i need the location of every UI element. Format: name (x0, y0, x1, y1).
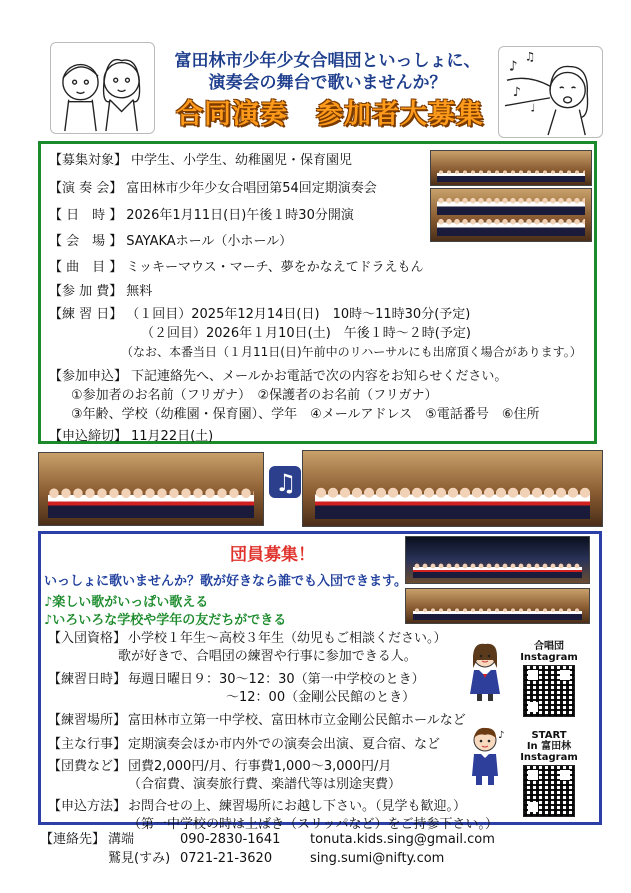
contact-email-2[interactable]: sing.sumi@nifty.com (310, 851, 445, 866)
info-row-fee (49, 283, 152, 300)
recruit-key: 【主な行事】 (48, 737, 127, 752)
info-value: 2026年1月11日(日)午後１時30分開演 (126, 208, 354, 223)
info-row-target (49, 152, 352, 169)
recruit-value: 小学校１年生～高校３年生（幼児もご相談ください。） (128, 631, 447, 646)
choir-singers (48, 485, 254, 518)
choir-singers (437, 169, 584, 181)
recruit-value: 富田林市立第一中学校、富田林市立金剛公民館ホールなど (128, 713, 466, 728)
svg-text:♪: ♪ (498, 730, 505, 741)
contact-name-2: 鷲見(すみ) (108, 851, 171, 866)
singing-girl-sketch-illustration (498, 46, 603, 138)
music-note-icon (269, 466, 301, 498)
recruit-row-events (48, 736, 440, 753)
info-row-venue (49, 233, 292, 250)
recruit-row-place (48, 712, 466, 729)
info-key: 【 会 場 】 (49, 234, 123, 249)
boy-singer-illustration (462, 724, 508, 786)
info-row-songs (49, 259, 423, 276)
girl-singer-icon (462, 640, 508, 702)
recruit-row-fees-2: （合宿費、演奏旅行費、楽譜代等は別途実費） (128, 777, 402, 792)
contact-phone-1[interactable]: 090-2830-1641 (180, 832, 281, 847)
qr-start-label-line1: START (531, 730, 567, 741)
qr-start-label-line2: In 富田林 (526, 741, 572, 752)
apply-items-2: ③年齢、学校（幼稚園・保育園）、学年 ④メールアドレス ⑤電話番号 ⑥住所 (71, 407, 540, 422)
recruit-value: 毎週日曜日９：30～12：30（第一中学校のとき） (128, 672, 425, 687)
choir-photo-left (38, 452, 264, 526)
contact-phone-2[interactable]: 0721-21-3620 (180, 851, 273, 866)
recruit-key: 【団費など】 (48, 759, 127, 774)
choir-singers (413, 607, 581, 619)
choir-photo-2 (430, 188, 592, 242)
contact-email-1[interactable]: tonuta.kids.sing@gmail.com (310, 832, 495, 847)
recruit-value: 定期演奏会ほか市内外での演奏会出演、夏合宿、など (128, 737, 441, 752)
info-row-datetime (49, 207, 354, 224)
concert-info-box (38, 141, 597, 444)
contact-name-1: 溝端 (108, 832, 135, 847)
info-key: 【演 奏 会】 (49, 181, 123, 196)
info-key: 【 日 時 】 (49, 208, 123, 223)
svg-text:♪: ♪ (512, 83, 521, 99)
info-value: （１回目）2025年12月14日(日) 10時～11時30分(予定) (126, 307, 471, 322)
recruit-point-1: ♪楽しい歌がいっぱい歌える (44, 595, 209, 610)
recruit-row-eligibility (48, 630, 447, 647)
recruit-row-schedule-2: ～12：00（金剛公民館のとき） (226, 690, 416, 705)
recruit-row-eligibility-2: 歌が好きで、合唱団の練習や行事に参加できる人。 (118, 649, 417, 664)
qr-start-label-line3: Instagram (520, 752, 578, 763)
qr-code-start-instagram[interactable] (523, 765, 575, 817)
recruit-point-2: ♪いろいろな学校や学年の友だちができる (44, 613, 287, 628)
info-value: ミッキーマウス・マーチ、夢をかなえてドラえもん (126, 260, 424, 275)
info-row-deadline (49, 428, 213, 445)
info-row-apply (49, 368, 507, 385)
header-line-1: 富田林市少年少女合唱団といっしょに、 (174, 51, 481, 71)
girl-singer-illustration (462, 640, 508, 702)
contact-key: 【連絡先】 (40, 832, 106, 847)
info-value: SAYAKAホール（小ホール） (126, 234, 293, 249)
recruit-row-apply (48, 798, 466, 815)
choir-singers (315, 484, 590, 519)
recruit-row-fees (48, 758, 391, 775)
choir-singers-back (437, 196, 584, 215)
recruit-key: 【練習日時】 (48, 672, 127, 687)
choir-photo-right (302, 450, 603, 527)
header-line-2: 演奏会の舞台で歌いませんか？ (208, 73, 447, 93)
info-key: 【 曲 目 】 (49, 260, 123, 275)
choir-photo-small (405, 588, 590, 624)
info-key: 【募集対象】 (49, 153, 128, 168)
qr-start-label (514, 730, 584, 763)
qr-choir-label-line2: Instagram (520, 652, 578, 663)
children-sketch-icon (51, 43, 154, 133)
recruit-value: お問合せの上、練習場所にお越し下さい。（見学も歓迎。） (128, 799, 467, 814)
boy-singer-icon (462, 724, 508, 786)
info-row-concert (49, 180, 377, 197)
info-key: 【練 習 日】 (49, 307, 123, 322)
choir-photo-1 (430, 150, 592, 186)
qr-code-choir-instagram[interactable] (523, 665, 575, 717)
recruit-key: 【入団資格】 (48, 631, 127, 646)
recruit-key: 【申込方法】 (48, 799, 127, 814)
info-value: 下記連絡先へ、メールかお電話で次の内容をお知らせください。 (131, 369, 508, 384)
practice-second: （２回目）2026年１月10日(土) 午後１時～２時(予定) (141, 326, 471, 341)
info-value: 11月22日(土) (131, 429, 214, 444)
qr-choir-label-line1: 合唱団 (534, 641, 564, 652)
info-key: 【参 加 費】 (49, 284, 123, 299)
choir-singers-front (437, 217, 584, 236)
practice-note: （なお、本番当日（１月11日(日)午前中のリハーサルにも出席頂く場合があります。） (121, 345, 582, 359)
svg-text:♫: ♫ (275, 469, 297, 497)
page-title: 合同演奏 参加者大募集 (176, 99, 484, 130)
info-row-practice (49, 306, 470, 323)
info-key: 【申込締切】 (49, 429, 128, 444)
recruit-row-schedule (48, 671, 425, 688)
info-key: 【参加申込】 (49, 369, 128, 384)
svg-text:♫: ♫ (524, 49, 536, 64)
info-value: 富田林市少年少女合唱団第54回定期演奏会 (126, 181, 377, 196)
info-value: 中学生、小学生、幼稚園児・保育園児 (131, 153, 353, 168)
recruit-key: 【練習場所】 (48, 713, 127, 728)
qr-choir-label (514, 641, 584, 663)
svg-text:♩: ♩ (530, 101, 536, 115)
recruit-invite: いっしょに歌いませんか？歌が好きなら誰でも入団できます。 (44, 574, 407, 589)
apply-items-1: ①参加者のお名前（フリガナ） ②保護者のお名前（フリガナ） (71, 388, 438, 403)
children-sketch-illustration (50, 42, 155, 134)
recruit-title: 団員募集！ (230, 545, 315, 565)
recruit-row-apply-2: （第一中学校の時は上ばき（スリッパなど）をご持参下さい。） (128, 817, 498, 832)
info-value: 無料 (126, 284, 153, 299)
stage-show-photo (405, 536, 590, 584)
performers (413, 562, 581, 579)
svg-text:♪: ♪ (508, 58, 518, 75)
singing-girl-icon (499, 47, 602, 137)
recruit-value: 団費2,000円/月、行事費1,000～3,000円/月 (128, 759, 392, 774)
